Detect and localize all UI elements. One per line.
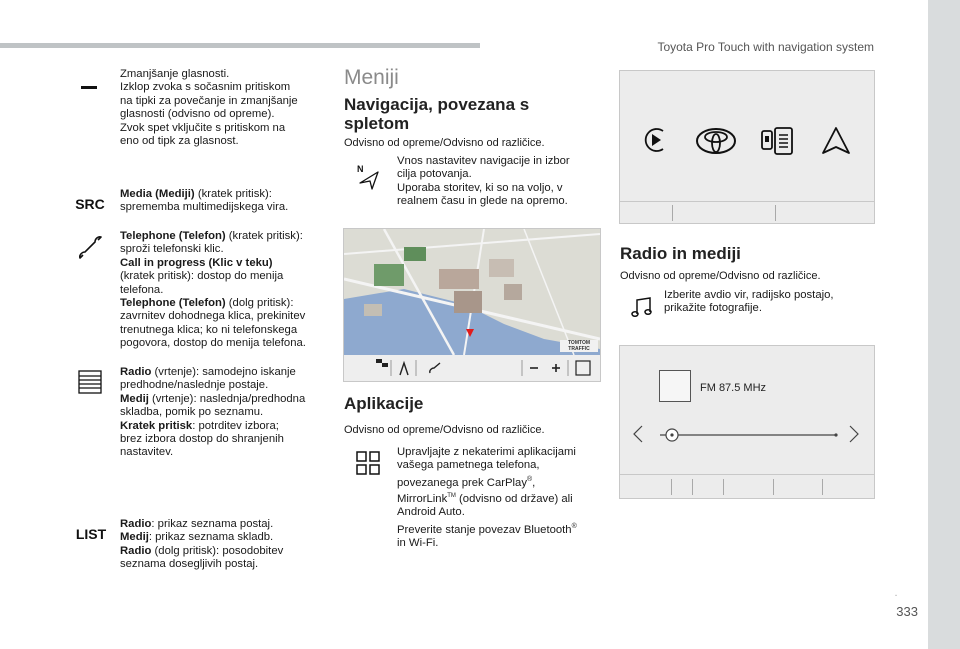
apps-description — [397, 446, 597, 550]
navigation-icon — [356, 163, 382, 191]
text-line: Vnos nastavitev navigacije in izbor — [397, 155, 570, 167]
text-span: (kratek pritisk): — [225, 230, 303, 242]
next-station-button[interactable] — [848, 424, 860, 444]
text-bold: Medij — [120, 531, 149, 544]
registered-mark: ® — [571, 522, 577, 530]
nav-subtitle: Odvisno od opreme/Odvisno od različice. — [344, 137, 545, 149]
station-artwork — [659, 370, 691, 402]
toyota-logo-icon — [695, 127, 737, 155]
text-span: povezanega prek CarPlay — [397, 476, 527, 489]
text-span: (vrtenje): naslednja/predhodna — [148, 392, 306, 405]
text-line: pogovora, dostop do menija telefona. — [120, 337, 306, 350]
android-auto-icon — [820, 125, 852, 157]
text-line: Uporaba storitev, ki so na voljo, v — [397, 181, 563, 194]
tuning-slider[interactable] — [660, 428, 840, 442]
footer-separator — [822, 479, 823, 495]
text-line: cilja potovanja. — [397, 168, 472, 181]
text-span: (vrtenje): samodejno iskanje — [151, 366, 296, 378]
text-span: : potrditev izbora; — [192, 419, 279, 432]
src-description — [120, 188, 330, 215]
text-bold: Medij — [120, 392, 149, 405]
text-line: nastavitev. — [120, 446, 174, 459]
text-line: Izberite avdio vir, radijsko postajo, — [664, 289, 834, 301]
text-span: (dolg pritisk): — [225, 297, 294, 310]
map-toolbar-icons — [344, 355, 600, 381]
apps-grid-icon — [355, 450, 381, 476]
running-header: Toyota Pro Touch with navigation system — [657, 40, 874, 54]
text-line: sproži telefonski klic. — [120, 243, 224, 256]
text-line: predhodne/naslednje postaje. — [120, 379, 269, 392]
text-span: : prikaz seznama postaj. — [151, 518, 274, 530]
footer-separator — [692, 479, 693, 495]
home-screen — [619, 70, 875, 224]
footer-separator — [672, 205, 673, 221]
mirrorlink-icon — [760, 126, 794, 156]
phone-icon — [76, 234, 104, 262]
text-line: Zmanjšanje glasnosti. — [120, 68, 230, 80]
apps-title: Aplikacije — [344, 394, 424, 413]
home-screen-footer — [620, 201, 874, 224]
text-span: (odvisno od države) ali — [455, 492, 573, 505]
carplay-icon — [640, 125, 670, 155]
list-button-label: LIST — [75, 526, 107, 542]
text-line: brez izbora dostop do shranjenih — [120, 433, 284, 446]
frequency-label: FM 87.5 MHz — [700, 382, 767, 394]
text-span: , — [532, 476, 536, 489]
map-toolbar — [344, 355, 600, 381]
music-note-icon — [630, 295, 654, 319]
title-line: Navigacija, povezana s — [344, 95, 530, 114]
title-line: spletom — [344, 114, 410, 133]
previous-station-button[interactable] — [632, 424, 644, 444]
text-line: na tipki za povečanje in zmanjšanje — [120, 94, 298, 107]
text-bold: Radio — [120, 518, 152, 530]
text-line: (kratek pritisk): dostop do menija — [120, 270, 284, 283]
section-heading-meniji: Meniji — [344, 66, 399, 89]
text-line: seznama dosegljivih postaj. — [120, 558, 259, 571]
registered-mark: ® — [527, 475, 533, 483]
map-view — [344, 229, 600, 355]
text-line: vašega pametnega telefona, — [397, 459, 540, 472]
text-line: prikažite fotografije. — [664, 302, 762, 315]
text-line: skladba, pomik po seznamu. — [120, 406, 264, 419]
page-edge-bar — [928, 0, 960, 649]
svg-text:N: N — [357, 164, 364, 174]
radio-media-description — [664, 289, 864, 316]
list-description — [120, 518, 330, 572]
radio-screen — [619, 345, 875, 499]
radio-screen-footer — [620, 474, 874, 499]
text-line: Zvok spet vključite s pritiskom na — [120, 121, 286, 134]
radio-media-subtitle: Odvisno od opreme/Odvisno od različice. — [620, 270, 821, 282]
radio-description — [120, 366, 330, 460]
footer-separator — [723, 479, 724, 495]
minus-icon — [81, 86, 97, 89]
trademark-mark: TM — [447, 492, 456, 499]
text-line: trenutnega klica; ko ni telefonskega — [120, 323, 298, 336]
text-span: : prikaz seznama skladb. — [148, 531, 274, 544]
footer-separator — [773, 479, 774, 495]
tomtom-traffic-logo: TOMTOM TRAFFIC — [560, 340, 598, 352]
text-line: eno od tipk za glasnost. — [120, 135, 239, 148]
text-line: Izklop zvoka s sočasnim pritiskom — [120, 81, 291, 94]
text-bold: Call in progress (Klic v teku) — [120, 256, 273, 269]
text-line: Android Auto. — [397, 506, 465, 519]
text-line: telefona. — [120, 283, 164, 296]
header-rule — [0, 43, 480, 48]
text-span: (kratek pritisk): — [194, 188, 272, 200]
text-span: MirrorLink — [397, 492, 448, 505]
text-bold: Telephone (Telefon) — [120, 230, 226, 242]
footer-separator — [775, 205, 776, 221]
text-bold: Media (Mediji) — [120, 188, 195, 200]
nav-description — [397, 155, 597, 209]
text-line: glasnosti (odvisno od opreme). — [120, 108, 275, 121]
nav-title — [344, 95, 584, 133]
text-line: sprememba multimedijskega vira. — [120, 201, 289, 214]
apps-subtitle: Odvisno od opreme/Odvisno od različice. — [344, 424, 545, 436]
text-bold: Radio — [120, 366, 152, 378]
src-button-label: SRC — [75, 196, 105, 212]
text-line: zavrnitev dohodnega klica, prekinitev — [120, 310, 306, 323]
text-line: realnem času in glede na opremo. — [397, 195, 568, 208]
page-end-marker: . — [894, 587, 898, 599]
text-bold: Radio — [120, 544, 152, 557]
navigation-map-screen — [343, 228, 601, 382]
text-bold: Telephone (Telefon) — [120, 297, 226, 310]
text-bold: Kratek pritisk — [120, 419, 193, 432]
text-line: Upravljajte z nekaterimi aplikacijami — [397, 446, 576, 458]
text-span: (dolg pritisk): posodobitev — [151, 544, 284, 557]
telephone-description — [120, 230, 330, 351]
footer-separator — [671, 479, 672, 495]
vol-minus-description — [120, 68, 330, 148]
text-line: in Wi-Fi. — [397, 536, 439, 549]
text-span: Preverite stanje povezav Bluetooth — [397, 523, 572, 536]
page-number: 333 — [896, 604, 918, 619]
radio-media-title: Radio in mediji — [620, 244, 741, 263]
radio-knob-icon — [76, 368, 104, 396]
